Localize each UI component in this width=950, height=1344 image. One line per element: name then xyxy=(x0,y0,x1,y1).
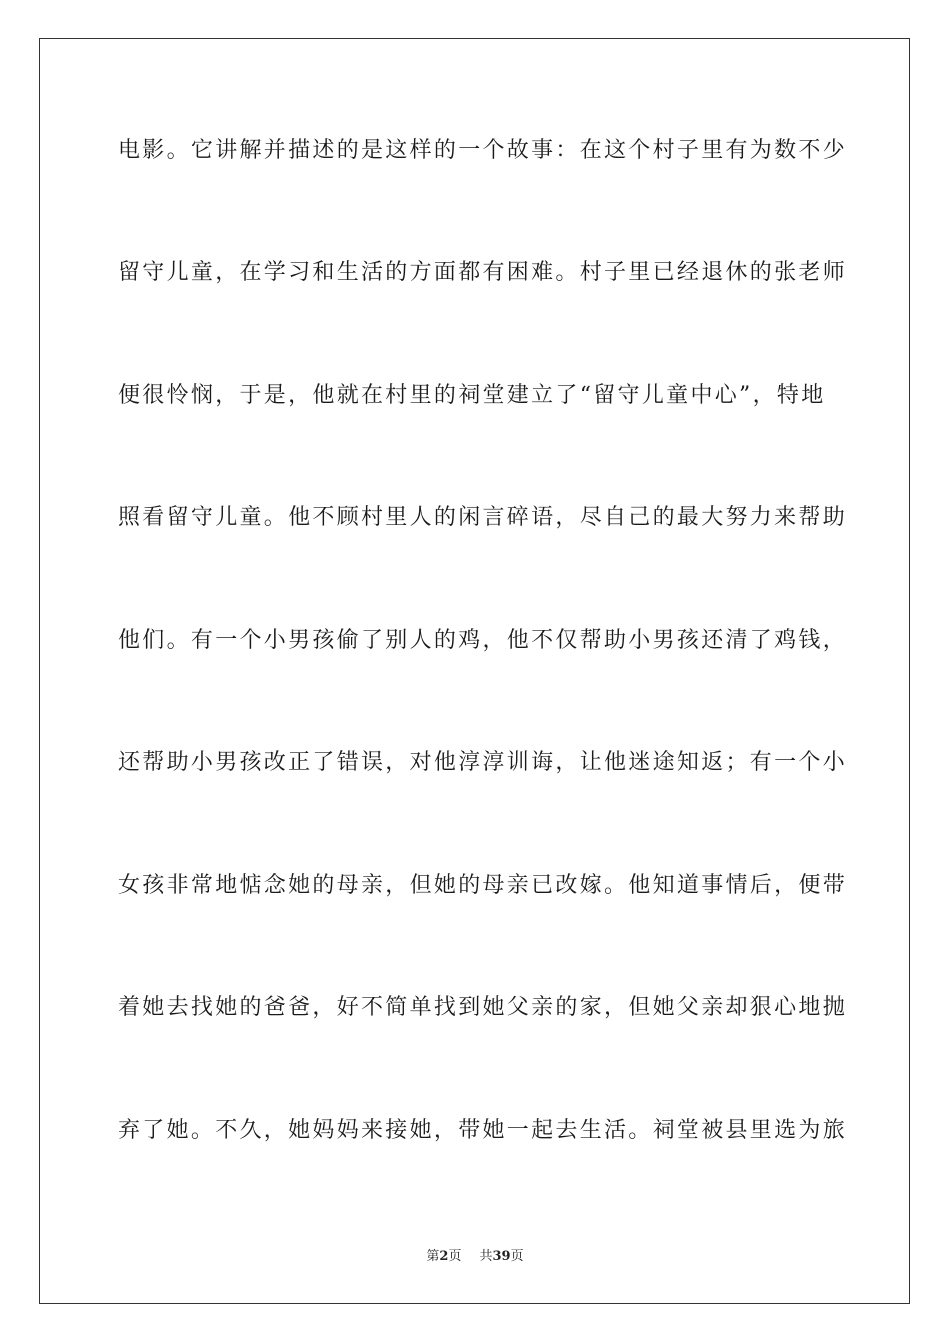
total-pages: 39 xyxy=(492,1249,511,1264)
page-border xyxy=(39,38,910,1304)
body-text-line-5: 他们。有一个小男孩偷了别人的鸡，他不仅帮助小男孩还清了鸡钱， xyxy=(118,628,848,653)
body-text-line-4: 照看留守儿童。他不顾村里人的闲言碎语，尽自己的最大努力来帮助 xyxy=(118,505,848,530)
page-number-suffix: 页 xyxy=(448,1249,462,1264)
body-text-line-8: 着她去找她的爸爸，好不简单找到她父亲的家，但她父亲却狠心地抛 xyxy=(118,995,848,1020)
body-text-line-6: 还帮助小男孩改正了错误，对他淳淳训诲，让他迷途知返；有一个小 xyxy=(118,750,848,775)
body-text-line-7: 女孩非常地惦念她的母亲，但她的母亲已改嫁。他知道事情后，便带 xyxy=(118,873,848,898)
body-text-line-3: 便很怜悯，于是，他就在村里的祠堂建立了“留守儿童中心”，特地 xyxy=(118,383,826,408)
body-text-line-1: 电影。它讲解并描述的是这样的一个故事：在这个村子里有为数不少 xyxy=(118,138,848,163)
body-text-line-9: 弃了她。不久，她妈妈来接她，带她一起去生活。祠堂被县里选为旅 xyxy=(118,1118,848,1143)
page-number: 2 xyxy=(439,1249,449,1264)
total-pages-suffix: 页 xyxy=(510,1249,524,1264)
page-footer xyxy=(0,1248,950,1266)
body-text-line-2: 留守儿童，在学习和生活的方面都有困难。村子里已经退休的张老师 xyxy=(118,260,848,285)
page-number-prefix: 第 xyxy=(426,1249,440,1264)
total-pages-prefix: 共 xyxy=(479,1249,493,1264)
